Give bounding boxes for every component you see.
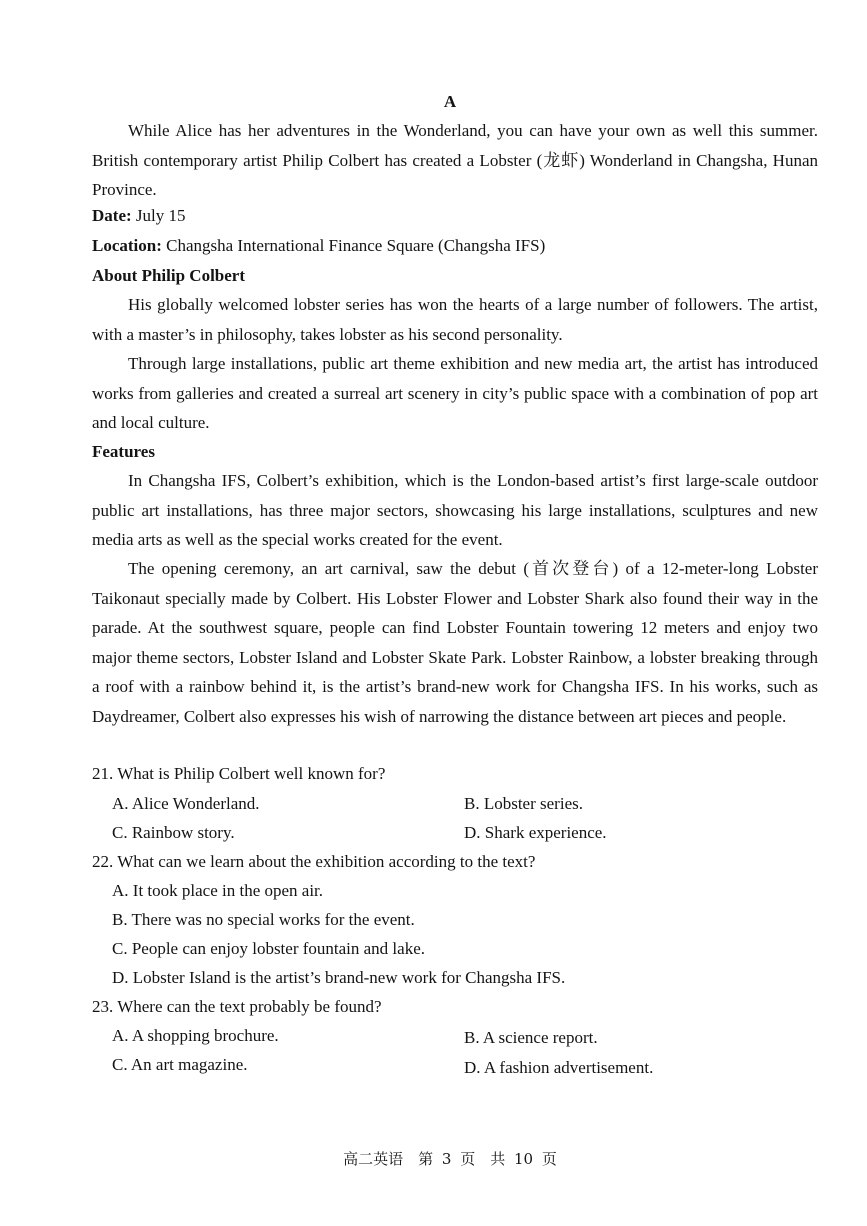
location-label: Location: (92, 236, 162, 255)
question-23-option-c[interactable]: C. An art magazine. (112, 1055, 248, 1074)
question-23-option-a[interactable]: A. A shopping brochure. (112, 1026, 279, 1045)
question-21-option-a[interactable]: A. Alice Wonderland. (112, 794, 260, 813)
about-paragraph-2: Through large installations, public art theme exhibition and new media art, the artist has introduced works from galleries and created a surreal art scenery in city’s public space with a combination of pop art and local culture. (92, 354, 818, 432)
features-heading: Features (92, 442, 155, 461)
question-22-option-c[interactable]: C. People can enjoy lobster fountain and lake. (112, 939, 425, 958)
question-21-option-c[interactable]: C. Rainbow story. (112, 823, 235, 842)
question-22-option-b[interactable]: B. There was no special works for the event. (112, 910, 415, 929)
question-23-option-d[interactable]: D. A fashion advertisement. (464, 1058, 654, 1077)
question-22-option-a[interactable]: A. It took place in the open air. (112, 881, 324, 900)
date-label: Date: (92, 206, 132, 225)
location-line (92, 236, 818, 256)
about-paragraph-1: His globally welcomed lobster series has won the hearts of a large number of followers. The artist, with a master’s in philosophy, takes lobster as his second personality. (92, 295, 818, 344)
question-23-option-b[interactable]: B. A science report. (464, 1028, 598, 1047)
page-footer: 高二英语 第 3 页 共 10 页 (343, 1150, 557, 1168)
features-paragraph-1: In Changsha IFS, Colbert’s exhibition, which is the London-based artist’s first large-scale outdoor public art installations, has three major sectors, showcasing his large installations, sculptures and new media arts as well as the special works created for the event. (92, 471, 818, 549)
question-21-option-b[interactable]: B. Lobster series. (464, 794, 583, 813)
intro-paragraph: While Alice has her adventures in the Wonderland, you can have your own as well this summer. British contemporary artist Philip Colbert has created a Lobster (龙虾) Wonderland in Changsha, Hunan Province. (92, 121, 818, 199)
passage-heading: A (443, 92, 457, 111)
question-21-stem: 21. What is Philip Colbert well known for? (92, 764, 386, 783)
question-23-stem: 23. Where can the text probably be found? (92, 997, 382, 1016)
date-line (92, 206, 818, 226)
question-22-option-d[interactable]: D. Lobster Island is the artist’s brand-new work for Changsha IFS. (112, 968, 566, 987)
question-22-stem: 22. What can we learn about the exhibition according to the text? (92, 852, 536, 871)
date-value: July 15 (135, 206, 186, 225)
about-heading: About Philip Colbert (92, 266, 246, 285)
location-value: Changsha International Finance Square (Changsha IFS) (166, 236, 546, 255)
features-paragraph-2: The opening ceremony, an art carnival, saw the debut (首次登台) of a 12-meter-long Lobster Taikonaut specially made by Colbert. His Lobster Flower and Lobster Shark also found their way in the parade. At the southwest square, people can find Lobster Fountain towering 12 meters and enjoy two major theme sectors, Lobster Island and Lobster Skate Park. Lobster Rainbow, a lobster breaking through a roof with a rainbow behind it, is the artist’s brand-new work for Changsha IFS. In his works, such as Daydreamer, Colbert also expresses his wish of narrowing the distance between art pieces and people. (92, 559, 818, 726)
question-21-option-d[interactable]: D. Shark experience. (464, 823, 607, 842)
